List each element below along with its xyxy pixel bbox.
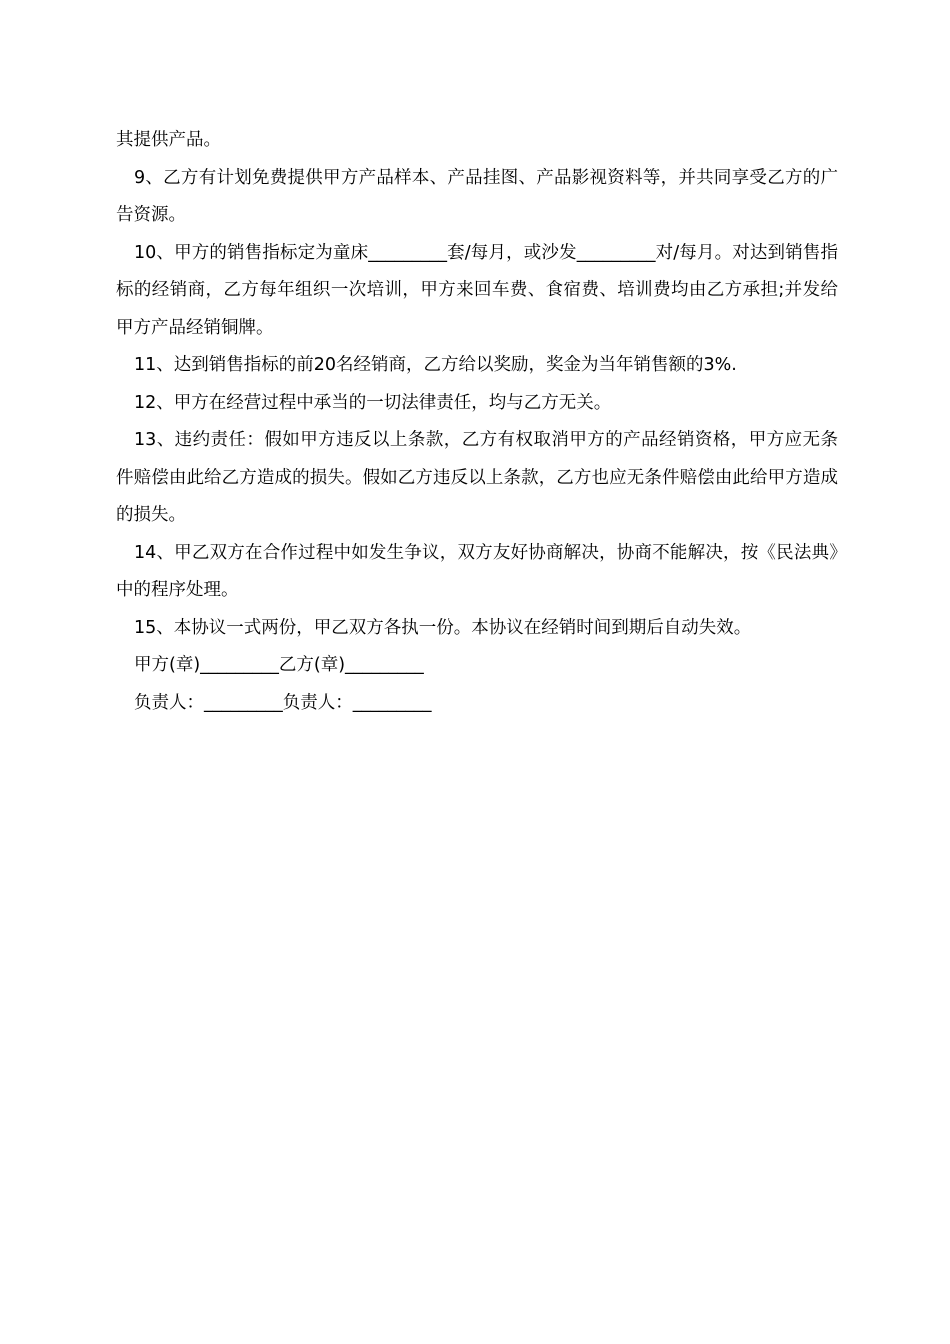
clause-12: 12、甲方在经营过程中承当的一切法律责任，均与乙方无关。 — [134, 392, 612, 413]
clause-13: 13、违约责任：假如甲方违反以上条款，乙方有权取消甲方的产品经销资格，甲方应无条件赔偿由此给乙方造成的损失。假如乙方违反以上条款，乙方也应无条件赔偿由此给甲方造成的损失。 — [116, 430, 838, 525]
signature-person-line: 负责人：_________负责人：_________ — [134, 692, 432, 713]
clause-9: 9、乙方有计划免费提供甲方产品样本、产品挂图、产品影视资料等，并共同享受乙方的广告资源。 — [116, 167, 838, 225]
document-body — [116, 122, 838, 722]
clause-11: 11、达到销售指标的前20名经销商，乙方给以奖励，奖金为当年销售额的3%. — [134, 355, 737, 375]
paragraph-continuation: 其提供产品。 — [116, 130, 221, 150]
signature-seal-line: 甲方(章)_________乙方(章)_________ — [134, 655, 424, 675]
clause-10: 10、甲方的销售指标定为童床_________套/每月，或沙发_________对/每月。对达到销售指标的经销商，乙方每年组织一次培训，甲方来回车费、食宿费、培训费均由乙方承担;并发给甲方产品经销铜牌。 — [116, 242, 838, 338]
clause-14: 14、甲乙双方在合作过程中如发生争议，双方友好协商解决，协商不能解决，按《民法典》中的程序处理。 — [116, 542, 838, 600]
clause-15: 15、本协议一式两份，甲乙双方各执一份。本协议在经销时间到期后自动失效。 — [134, 617, 752, 638]
